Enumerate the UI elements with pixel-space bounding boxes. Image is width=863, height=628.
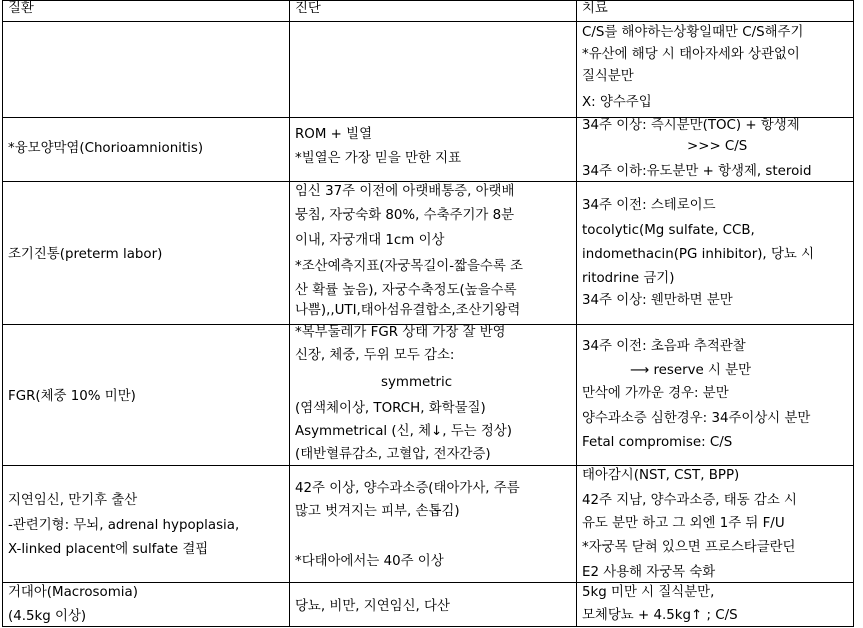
row-5-treatment-line: 유도 분만 하고 그 외엔 1주 뒤 F/U: [582, 516, 785, 531]
row-4-diagnosis: [289, 324, 576, 465]
row-5-disease-line: -관련기형: 무뇌, adrenal hypoplasia,: [8, 518, 240, 533]
row-3-treatment-line: 34주 이전: 스테로이드: [582, 198, 716, 213]
row-4-diagnosis-line: symmetric: [381, 375, 453, 390]
row-5-diagnosis-line: 42주 이상, 양수과소증(태아가사, 주름: [295, 481, 520, 496]
row-5-treatment: [576, 465, 853, 582]
row-2-diagnosis: [289, 117, 576, 181]
row-4-treatment-line: Fetal compromise: C/S: [582, 435, 733, 450]
row-5-diagnosis: [289, 465, 576, 582]
row-4-treatment-line: ⟶ reserve 시 분만: [630, 363, 752, 378]
row-5-disease-line: X-linked placent에 sulfate 결핍: [8, 542, 209, 557]
row-1-disease: [2, 21, 289, 117]
row-5-treatment-line: 태아감시(NST, CST, BPP): [582, 468, 740, 483]
row-1-treatment: [576, 21, 853, 117]
header-disease: 질환: [8, 1, 34, 16]
row-3-treatment-line: ritodrine 금기): [582, 271, 675, 286]
row-3-diagnosis-line: 이내, 자궁개대 1cm 이상: [295, 233, 445, 248]
row-3-diagnosis-line: *조산예측지표(자궁목길이-짧을수록 조: [295, 259, 523, 274]
row-3-treatment: [576, 181, 853, 324]
row-1-treatment-line: C/S를 해야하는상황일때만 C/S해주기: [582, 25, 804, 40]
row-1-treatment-line: 질식분만: [582, 69, 634, 84]
row-3-diagnosis-line: 나쁨),,UTI,태아섬유결합소,조산기왕력: [295, 303, 521, 318]
row-3-disease-line: 조기진통(preterm labor): [8, 247, 163, 262]
row-2-diagnosis-line: *빌열은 가장 믿을 만한 지표: [295, 151, 462, 166]
row-2-treatment-line: 34주 이상: 즉시분만(TOC) + 항생제: [582, 118, 800, 133]
row-6-diagnosis-line: 당뇨, 비만, 지연임신, 다산: [295, 599, 450, 614]
table-bottom-border: [2, 626, 854, 627]
table-right-border: [853, 0, 854, 627]
row-3-disease: [2, 181, 289, 324]
row-5-disease: [2, 465, 289, 582]
row-4-diagnosis-line: (염색체이상, TORCH, 화학물질): [295, 401, 486, 416]
header-treatment: 치료: [582, 1, 608, 16]
header-cell-disease: [2, 0, 289, 21]
row-3-diagnosis-line: 산 확률 높음), 자궁수축정도(높을수록: [295, 283, 517, 298]
row-6-disease-line: 거대아(Macrosomia): [8, 585, 138, 600]
row-3-treatment-line: tocolytic(Mg sulfate, CCB,: [582, 223, 755, 238]
row-6-treatment-line: 모체당뇨 + 4.5kg↑ ; C/S: [582, 608, 738, 623]
header-cell-diagnosis: [289, 0, 576, 21]
row-5-diagnosis-line: *다태아에서는 40주 이상: [295, 554, 444, 569]
row-4-diagnosis-line: Asymmetrical (신, 체↓, 두는 정상): [295, 424, 512, 439]
row-5-treatment-line: E2 사용해 자궁목 숙화: [582, 565, 716, 580]
row-5-disease-line: 지연임신, 만기후 출산: [8, 493, 138, 508]
row-4-disease: [2, 324, 289, 465]
row-6-disease: [2, 582, 289, 627]
row-2-disease: [2, 117, 289, 181]
row-4-diagnosis-line: 신장, 체중, 두위 모두 감소:: [295, 348, 455, 363]
row-3-diagnosis-line: 뭉침, 자궁숙화 80%, 수축주기가 8분: [295, 208, 515, 223]
row-1-treatment-line: X: 양수주입: [582, 95, 652, 110]
row-5-treatment-line: *자궁목 닫혀 있으면 프로스타글란딘: [582, 540, 796, 555]
row-6-treatment-line: 5kg 미만 시 질식분만,: [582, 585, 715, 600]
row-3-treatment-line: indomethacin(PG inhibitor), 당뇨 시: [582, 247, 815, 262]
row-3-diagnosis-line: 임신 37주 이전에 아랫배통증, 아랫배: [295, 184, 515, 199]
row-3-diagnosis: [289, 181, 576, 324]
row-6-treatment: [576, 582, 853, 627]
row-4-treatment-line: 만삭에 가까운 경우: 분만: [582, 386, 729, 401]
row-6-diagnosis: [289, 582, 576, 627]
row-2-disease-line: *융모양막염(Chorioamnionitis): [8, 141, 204, 156]
row-4-diagnosis-line: *복부둘레가 FGR 상태 가장 잘 반영: [295, 325, 506, 340]
row-4-diagnosis-line: (태반혈류감소, 고혈압, 전자간증): [295, 447, 491, 462]
row-2-diagnosis-line: ROM + 빌열: [295, 127, 373, 142]
row-5-treatment-line: 42주 지남, 양수과소증, 태동 감소 시: [582, 493, 797, 508]
row-4-disease-line: FGR(체중 10% 미만): [8, 389, 136, 404]
row-1-treatment-line: *유산에 해당 시 태아자세와 상관없이: [582, 47, 800, 62]
row-2-treatment: [576, 117, 853, 181]
row-1-diagnosis: [289, 21, 576, 117]
row-2-treatment-line: 34주 이하:유도분만 + 항생제, steroid: [582, 164, 812, 179]
row-2-treatment-line: >>> C/S: [687, 139, 748, 154]
row-4-treatment-line: 34주 이전: 초음파 추적관찰: [582, 339, 746, 354]
header-cell-treatment: [576, 0, 853, 21]
row-5-diagnosis-line: 많고 벗겨지는 피부, 손톱김): [295, 504, 460, 519]
row-3-treatment-line: 34주 이상: 웬만하면 분만: [582, 293, 733, 308]
row-6-disease-line: (4.5kg 이상): [8, 609, 87, 624]
row-4-treatment: [576, 324, 853, 465]
header-diagnosis: 진단: [295, 1, 321, 16]
row-4-treatment-line: 양수과소증 심한경우: 34주이상시 분만: [582, 411, 811, 426]
